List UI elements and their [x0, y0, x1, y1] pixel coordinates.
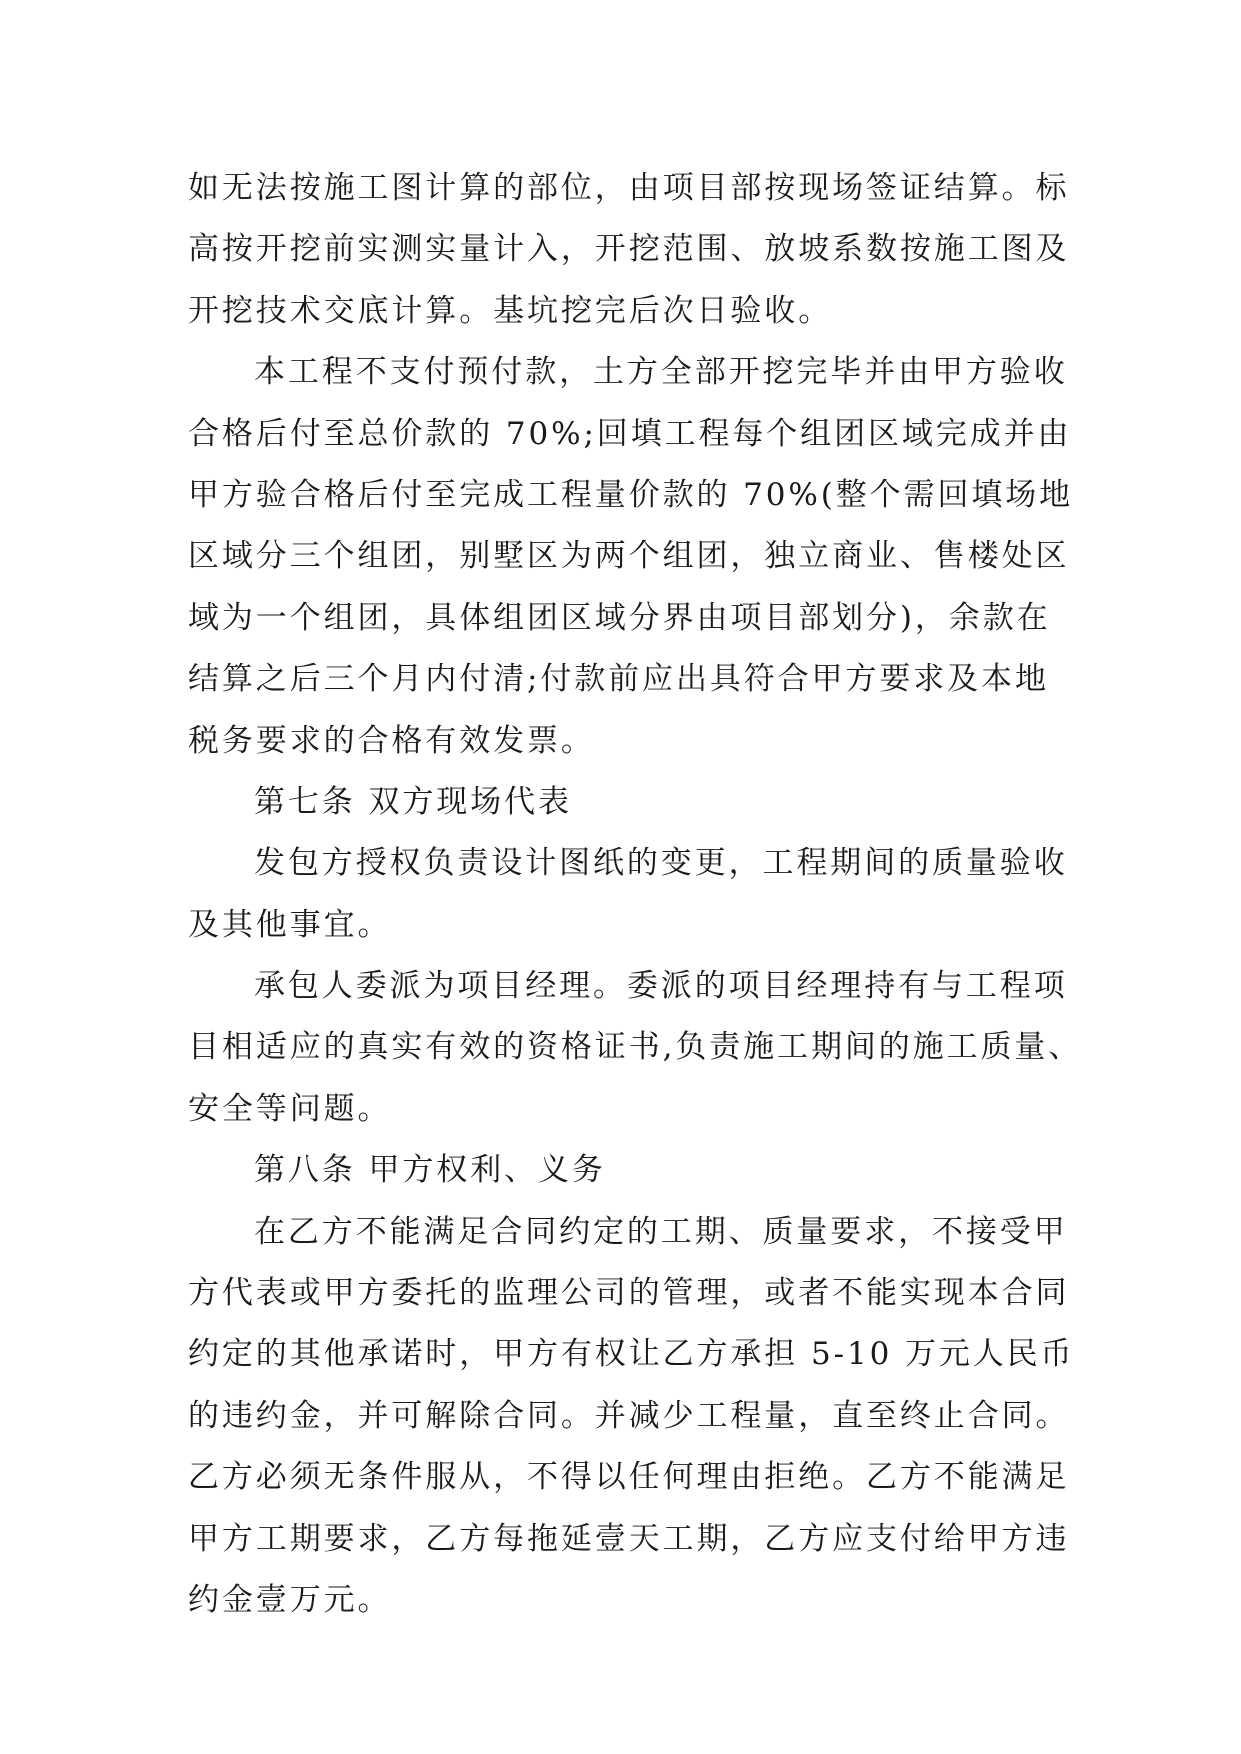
section-heading-article-8: 第八条 甲方权利、义务 [254, 1152, 606, 1189]
paragraph-line: 约金壹万元。 [188, 1581, 392, 1618]
paragraph-line: 发包方授权负责设计图纸的变更，工程期间的质量验收 [254, 845, 1068, 882]
paragraph-line: 税务要求的合格有效发票。 [188, 722, 595, 759]
paragraph-line: 承包人委派为项目经理。委派的项目经理持有与工程项 [254, 968, 1068, 1005]
paragraph-line: 目相适应的真实有效的资格证书,负责施工期间的施工质量、 [188, 1029, 1083, 1066]
paragraph-line: 结算之后三个月内付清;付款前应出具符合甲方要求及本地 [188, 661, 1049, 698]
section-heading-article-7: 第七条 双方现场代表 [254, 783, 572, 820]
paragraph-line: 乙方必须无条件服从，不得以任何理由拒绝。乙方不能满足 [188, 1459, 1070, 1496]
paragraph-line: 如无法按施工图计算的部位，由项目部按现场签证结算。标 [188, 170, 1070, 206]
paragraph-line: 开挖技术交底计算。基坑挖完后次日验收。 [188, 292, 833, 329]
paragraph-line: 方代表或甲方委托的监理公司的管理，或者不能实现本合同 [188, 1275, 1070, 1312]
paragraph-line: 高按开挖前实测实量计入，开挖范围、放坡系数按施工图及 [188, 231, 1070, 268]
document-body [188, 158, 1083, 1631]
paragraph-line: 本工程不支付预付款，土方全部开挖完毕并由甲方验收 [254, 354, 1068, 391]
paragraph-line: 甲方验合格后付至完成工程量价款的 70%(整个需回填场地 [188, 476, 1074, 513]
paragraph-line: 区域分三个组团，别墅区为两个组团，独立商业、售楼处区 [188, 538, 1070, 575]
paragraph-line: 安全等问题。 [188, 1090, 392, 1127]
paragraph-line: 及其他事宜。 [188, 906, 392, 943]
paragraph-line: 合格后付至总价款的 70%;回填工程每个组团区域完成并由 [188, 415, 1072, 452]
paragraph-line: 域为一个组团，具体组团区域分界由项目部划分)，余款在 [188, 599, 1051, 636]
paragraph-line: 约定的其他承诺时，甲方有权让乙方承担 5-10 万元人民币 [188, 1336, 1075, 1373]
paragraph-line: 在乙方不能满足合同约定的工期、质量要求，不接受甲 [254, 1213, 1068, 1250]
paragraph-line: 的违约金，并可解除合同。并减少工程量，直至终止合同。 [188, 1397, 1070, 1434]
paragraph-line: 甲方工期要求，乙方每拖延壹天工期，乙方应支付给甲方违 [188, 1520, 1070, 1557]
